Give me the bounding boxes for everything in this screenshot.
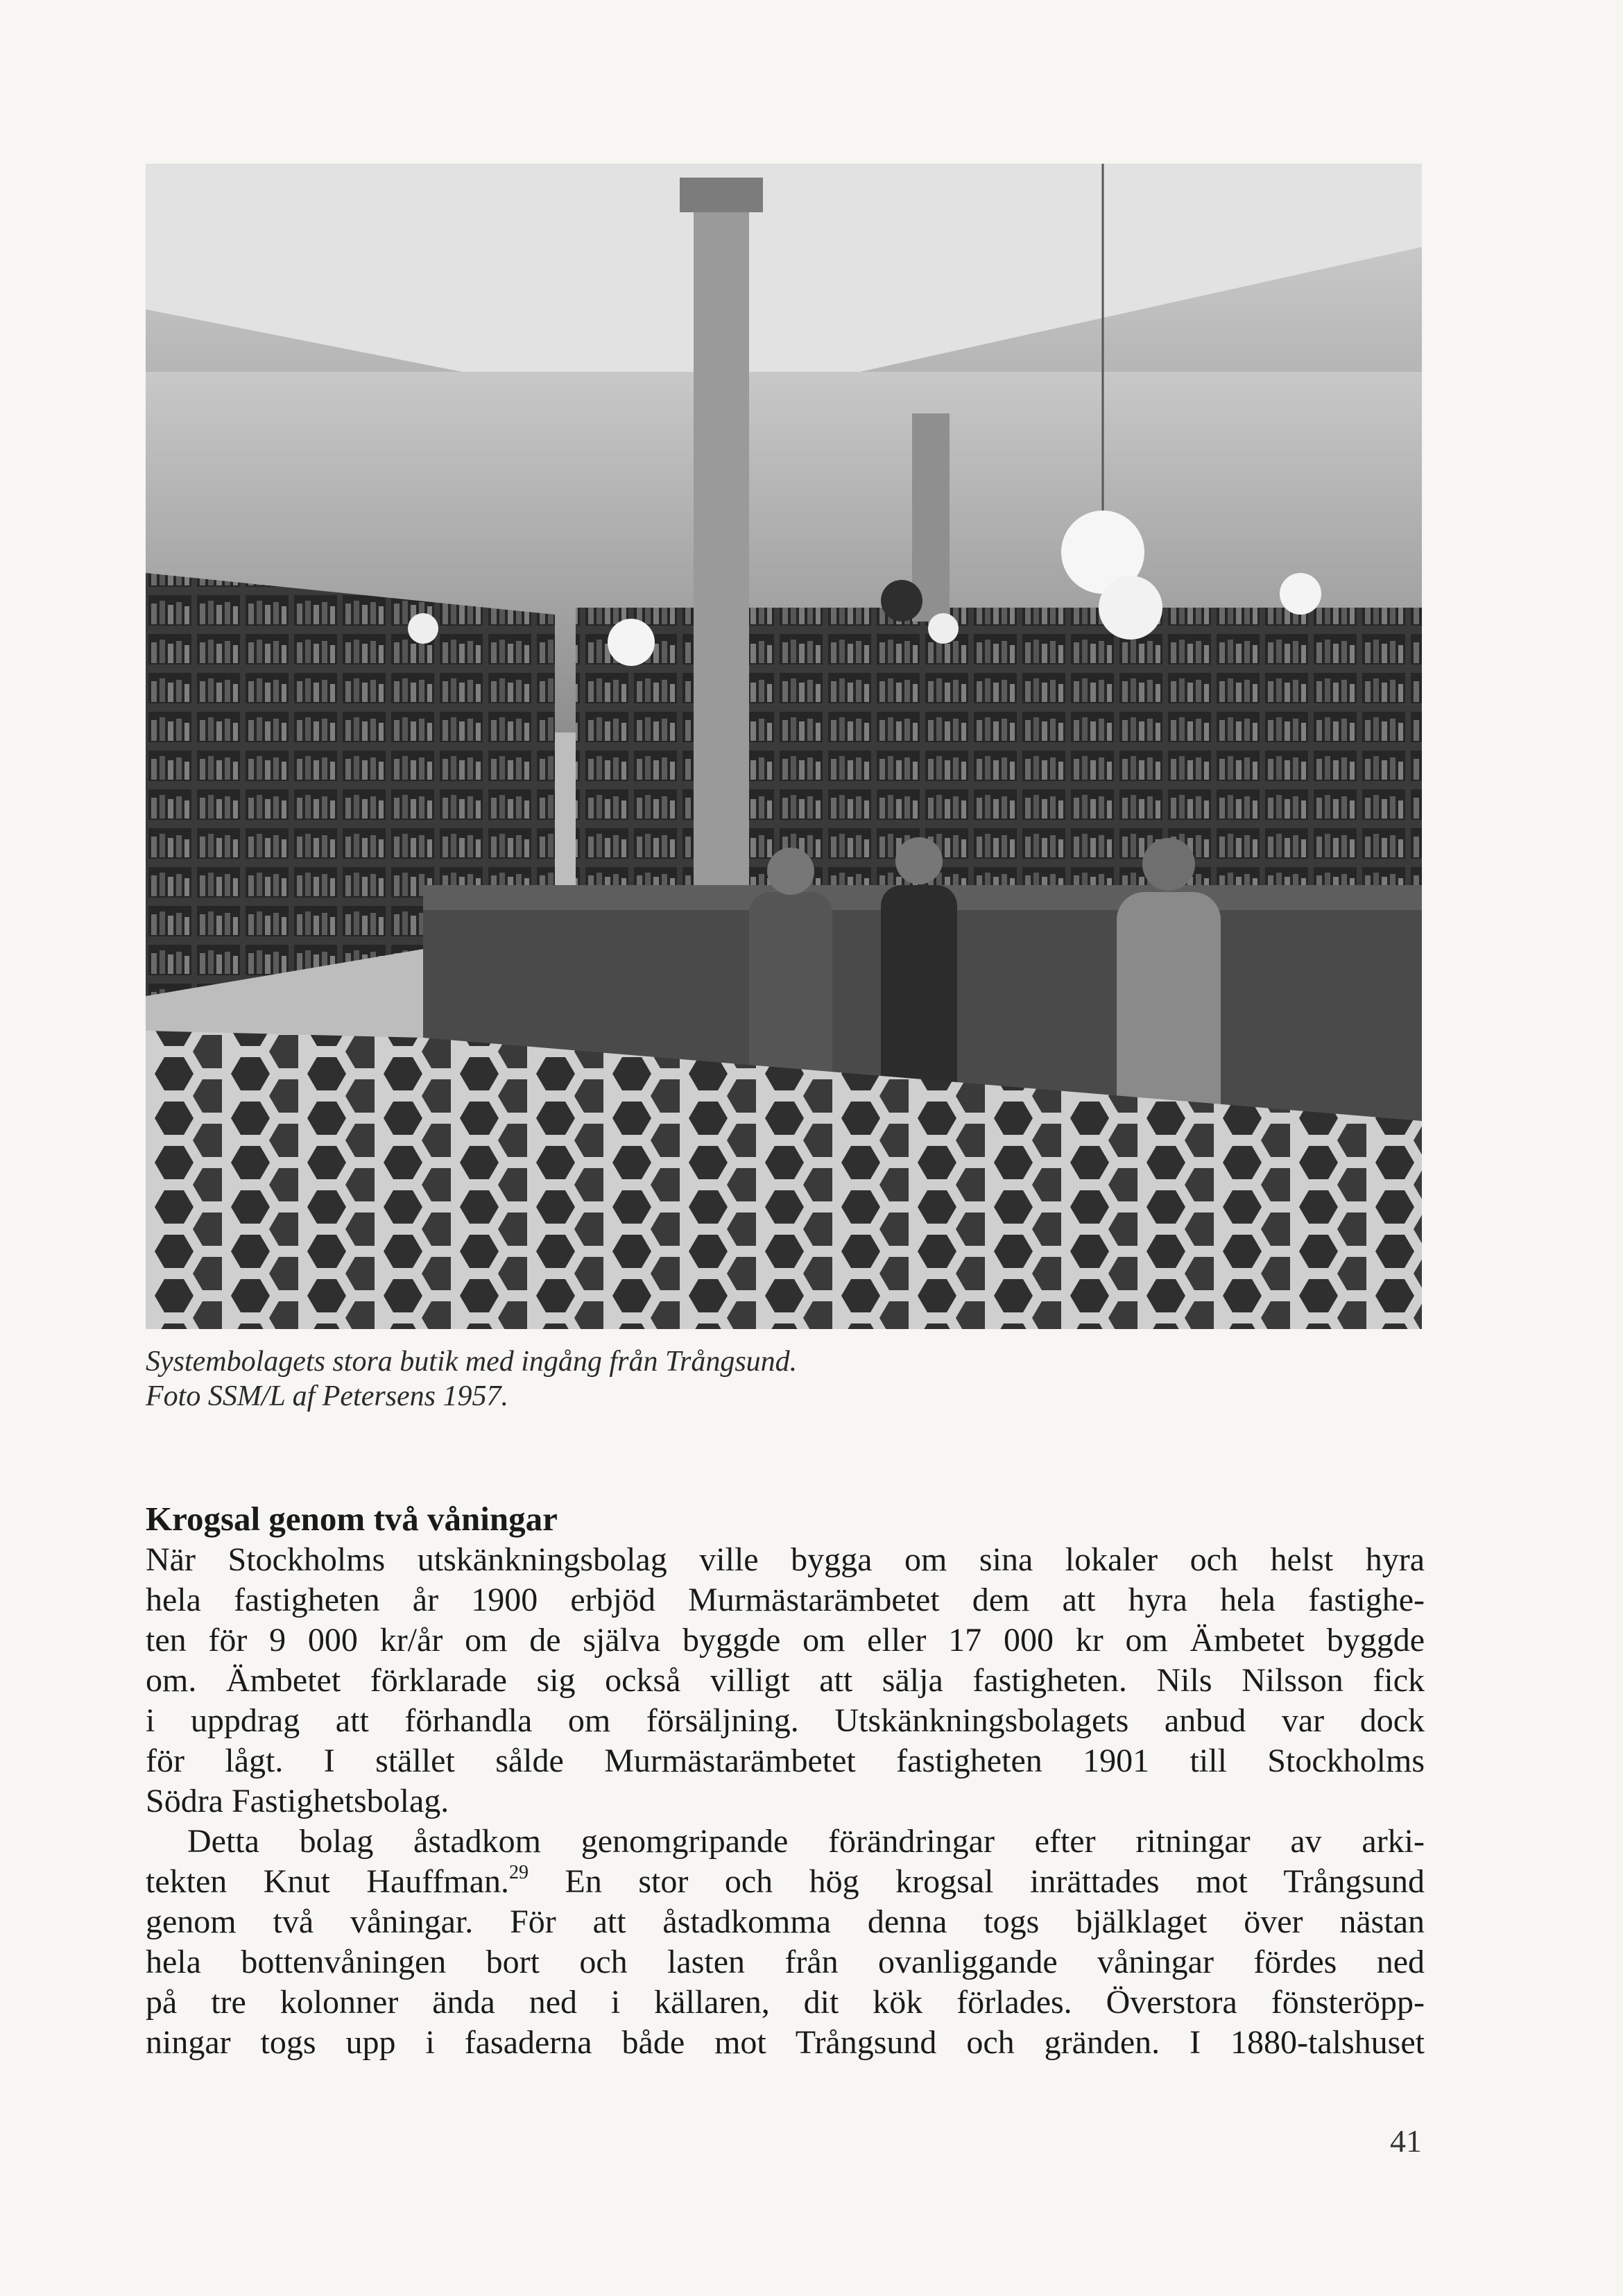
body-line: på tre kolonner ända ned i källaren, dit kök förlades. Överstora fönsteröpp- [146, 1984, 1425, 2021]
body-line: om. Ämbetet förklarade sig också villigt att sälja fastigheten. Nils Nilsson fick [146, 1662, 1425, 1699]
store-interior-photo [146, 164, 1422, 1329]
body-line: När Stockholms utskänkningsbolag ville bygga om sina lokaler och helst hyra [146, 1541, 1425, 1578]
body-line-with-footnote [146, 1862, 1425, 1902]
caption-credit: Foto SSM/L af Petersens 1957. [146, 1380, 509, 1412]
footnote-ref[interactable]: 29 [509, 1862, 529, 1883]
body-line: Detta bolag åstadkom genomgripande förändringar efter ritningar av arki- [187, 1823, 1425, 1860]
caption-line: Systembolagets stora butik med ingång från Trångsund. [146, 1346, 798, 1378]
body-line: Södra Fastighetsbolag. [146, 1783, 449, 1819]
photo-caption [146, 1344, 1422, 1414]
paragraph-2 [146, 1822, 1425, 2063]
body-line: för lågt. I stället sålde Murmästarämbetet fastigheten 1901 till Stockholms [146, 1742, 1425, 1779]
body-line: genom två våningar. För att åstadkomma denna togs bjälklaget över nästan [146, 1903, 1425, 1940]
body-line: hela fastigheten år 1900 erbjöd Murmästarämbetet dem att hyra hela fastighe- [146, 1582, 1425, 1618]
text-section [146, 1498, 1425, 2063]
photo-drawing [146, 164, 1422, 1329]
page-number: 41 [1390, 2123, 1422, 2159]
body-line: hela bottenvåningen bort och lasten från ovanliggande våningar fördes ned [146, 1944, 1425, 1980]
section-heading: Krogsal genom två våningar [146, 1500, 558, 1538]
body-text: En stor och hög krogsal inrättades mot Trångsund [529, 1863, 1425, 1900]
body-line: ningar togs upp i fasaderna både mot Trångsund och gränden. I 1880-talshuset [146, 2024, 1425, 2061]
body-text: tekten Knut Hauffman. [146, 1863, 510, 1900]
paragraph-1 [146, 1540, 1425, 1822]
body-line: i uppdrag att förhandla om försäljning. Utskänkningsbolagets anbud var dock [146, 1702, 1425, 1739]
body-line: ten för 9 000 kr/år om de själva byggde om eller 17 000 kr om Ämbetet byggde [146, 1622, 1425, 1659]
